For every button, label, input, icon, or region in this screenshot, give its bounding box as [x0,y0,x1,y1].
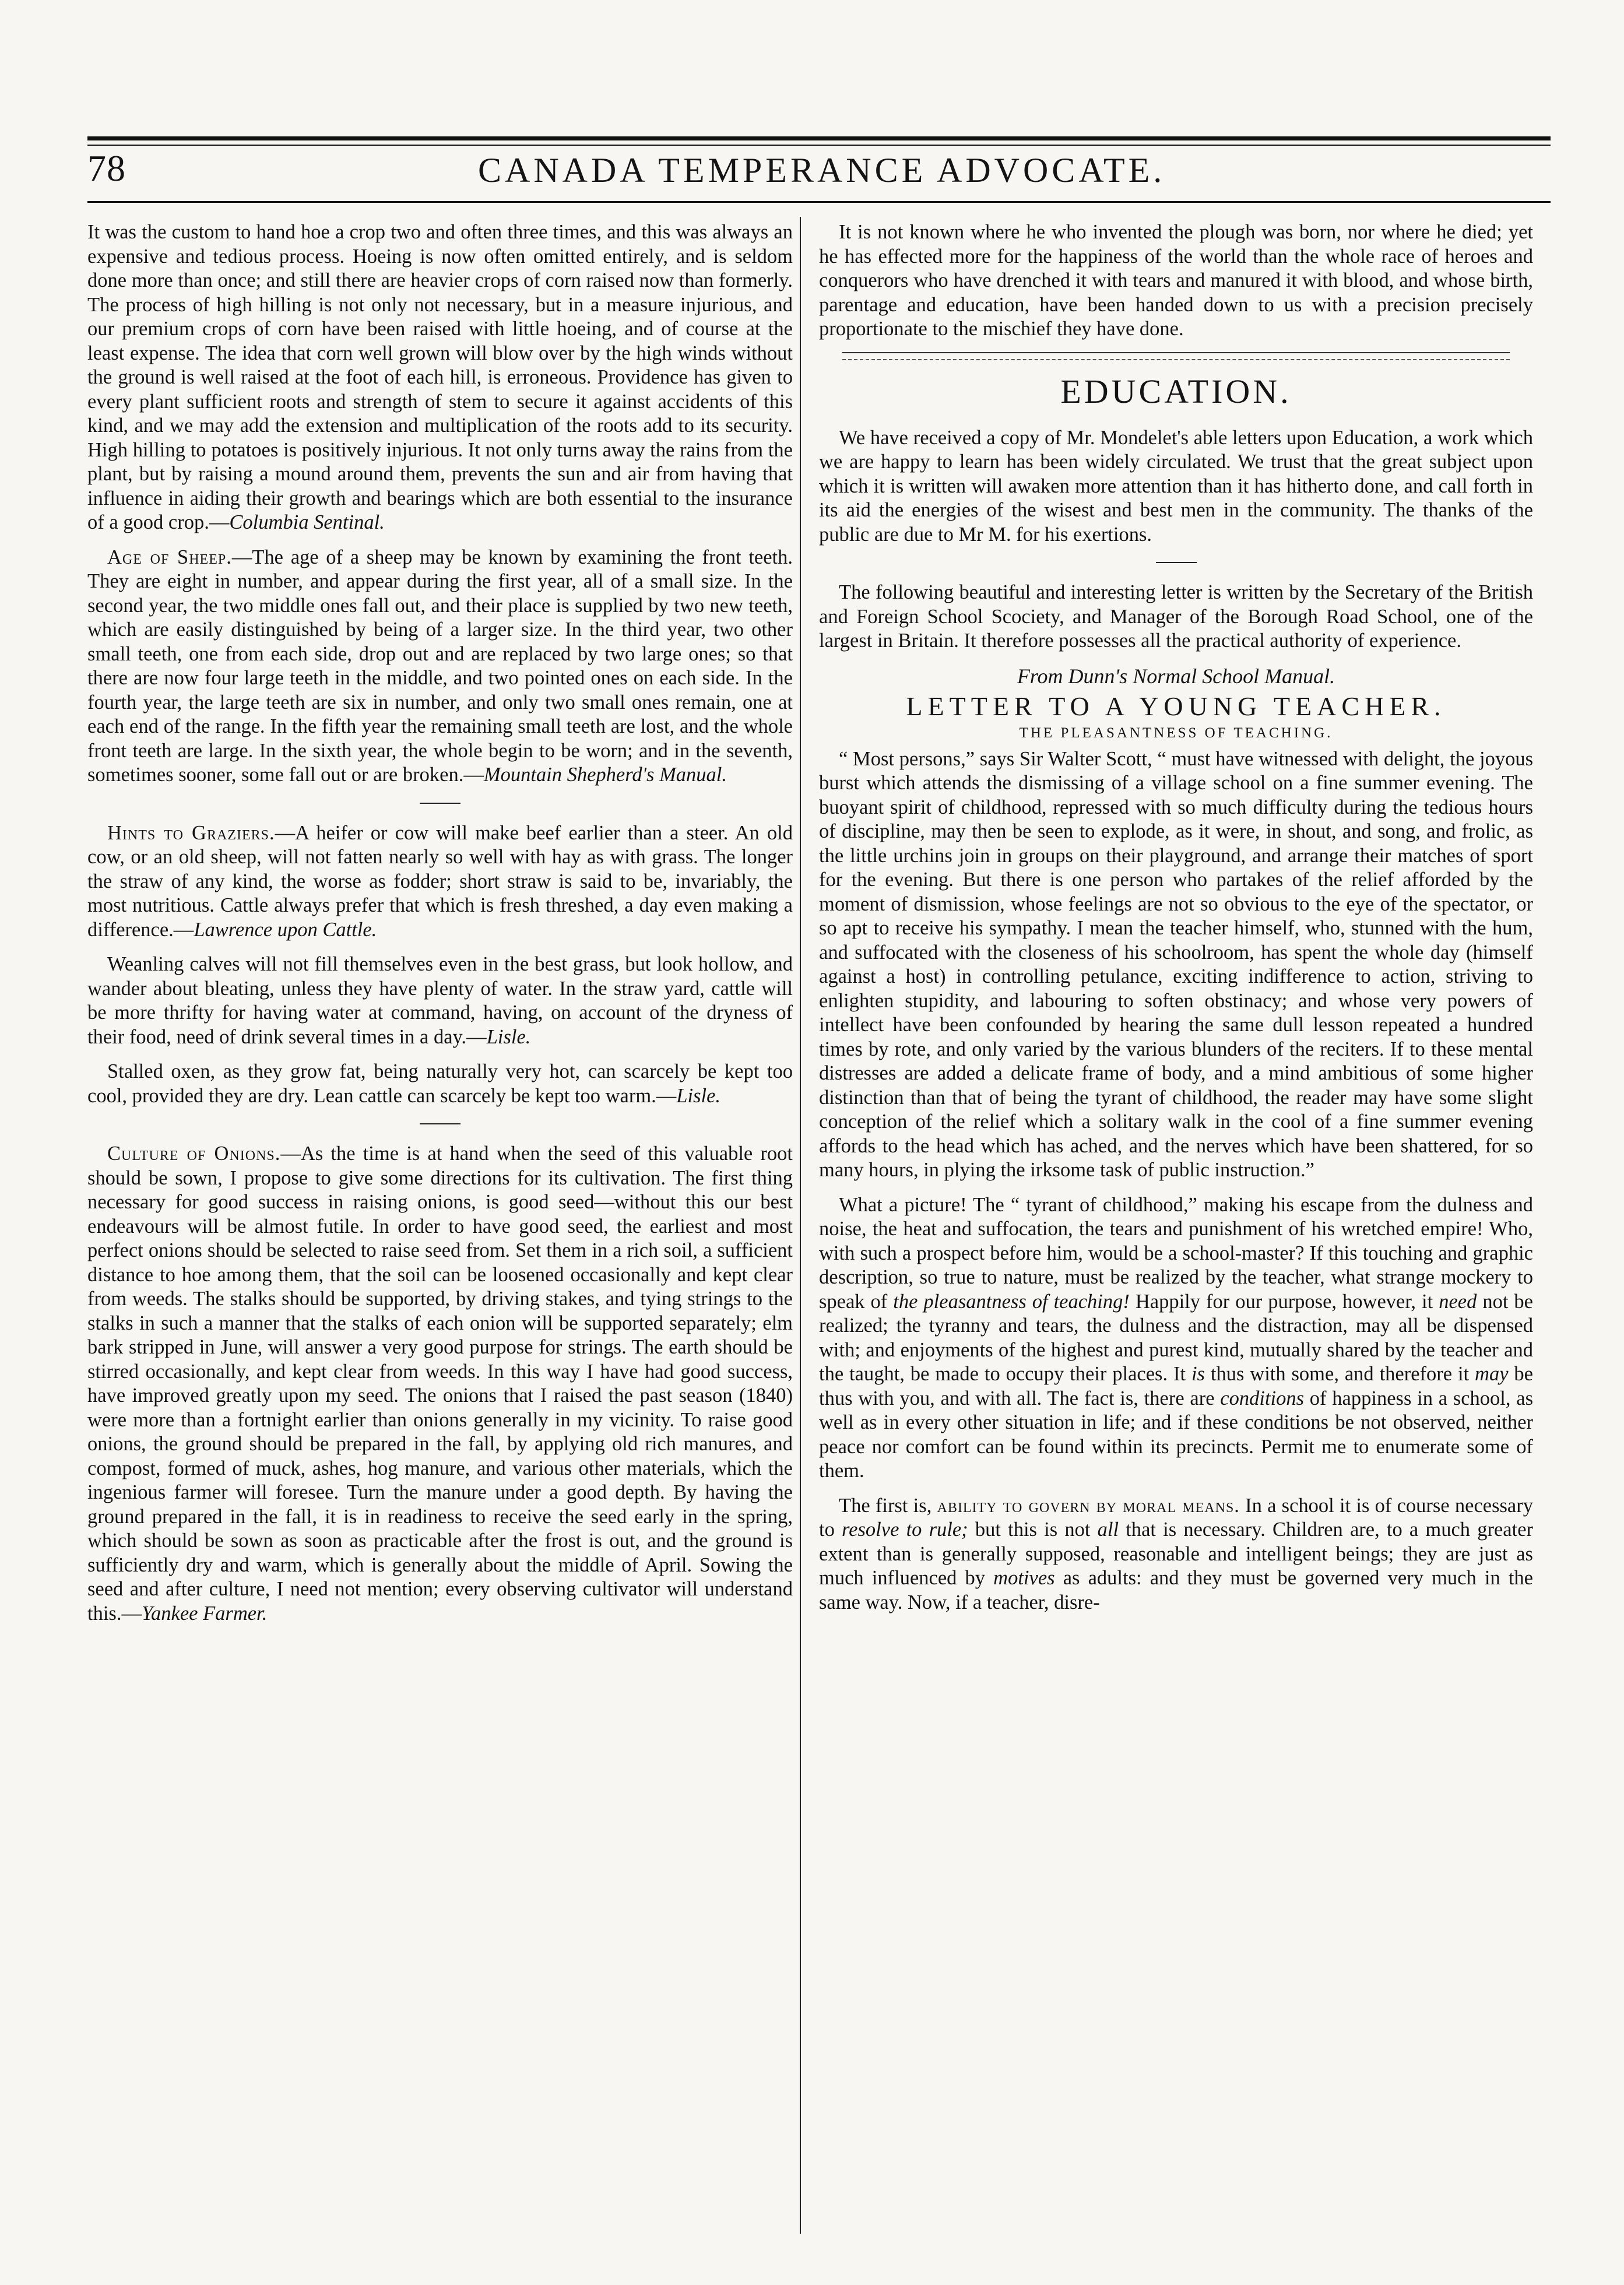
graziers-article-paragraph-3 [87,1060,793,1108]
letter-p2-text: What a picture! The “ tyrant of childhood,” making his escape from the dulness and noise, the heat and suffocation, the tears and punishment of his wretched empire! Who, with such a prospect before him, would be a school-master? If this touching and graphic description, so true to nature, must be realized by the teacher, what strange mockery to speak of [819,1193,1533,1313]
letter-paragraph-3 [819,1494,1533,1615]
letter-p2-text: of happiness in a school, as well as in every other situation in life; and if these conditions be not observed, neither peace nor comfort can be found within its precincts. Permit me to enumerate some of them. [819,1387,1534,1482]
letter-p2-emphasis: is [1191,1363,1205,1385]
article-separator [1156,562,1197,563]
graziers-article-p2-source: Lisle. [486,1025,531,1048]
masthead-title: CANADA TEMPERANCE ADVOCATE. [478,151,1166,189]
header-thick-rule [87,136,1551,140]
letter-p3-text: as adults: and they must be governed very much in the same way. Now, if a teacher, disre- [819,1567,1533,1613]
header-thin-rule [87,145,1551,146]
letter-p2-text: thus with some, and therefore it [1204,1363,1475,1385]
sheep-article [87,546,793,788]
column-divider [800,217,801,2234]
letter-p2-text: be thus with you, and with all. The fact is, there are [819,1363,1533,1409]
letter-paragraph-2 [819,1193,1533,1484]
graziers-article-p2: Weanling calves will not fill themselves even in the best grass, but look hollow, and wander about bleating, unless they have plenty of water. In the straw yard, cattle will be more thrifty for having water at command, having, on account of the dryness of their food, need of drink several times in a day.— [87,953,793,1048]
graziers-article-paragraph-2 [87,952,793,1049]
letter-p3-emphasis: resolve to rule; [842,1518,968,1541]
letter-p2-emphasis: the pleasantness of teaching! [893,1290,1130,1313]
letter-p2-emphasis: need [1439,1290,1477,1313]
corn-article-body: It was the custom to hand hoe a crop two and often three times, and this was always an expensive and tedious process. Hoeing is now often omitted entirely, and is seldom done more than once; and still there are heavier crops of corn raised now than formerly. The process of high hilling is not only not necessary, but in a measure injurious, and our premium crops of corn have been raised with little hoeing, and of course at the least expense. The idea that corn well grown will blow over by the high winds without the ground is well raised at the foot of each hill, is erroneous. Providence has given to every plant sufficient roots and strength of stem to secure it against accidents of this kind, and we may add the extension and multiplication of the roots add to its security. High hilling to potatoes is positively injurious. It not only turns away the rains from the plant, but by raising a mound around them, prevents the sun and air from having that influence in aiding their growth and bearings which are both essential to the insurance of a good crop.— [87,221,793,533]
graziers-article [87,821,793,943]
letter-title: LETTER TO A YOUNG TEACHER. [906,691,1446,721]
graziers-article-heading: Hints to Graziers. [107,821,275,844]
letter-source: From Dunn's Normal School Manual. [1017,664,1335,688]
page-number: 78 [87,147,126,189]
letter-p3-smallcaps: ability to govern by moral means. [937,1494,1240,1517]
corn-article [87,220,793,535]
onions-article [87,1142,793,1626]
letter-p3-text: The first is, [839,1494,937,1517]
letter-p3-text: that is necessary. Children are, to a much greater extent than is generally supposed, reasonable and intelligent beings; they are just as much influenced by [819,1518,1533,1589]
onions-article-body: —As the time is at hand when the seed of this valuable root should be sown, I propose to give some directions for its cultivation. The first thing necessary for good success in raising onions, is good seed—without this our best endeavours will be almost futile. In order to have good seed, the earliest and most perfect onions should be selected to raise seed from. Set them in a rich soil, a sufficient distance to hoe among them, that the soil can be loosened occasionally and kept clear from weeds. The stalks should be supported, by driving stakes, and tying strings to the stalks in such a manner that the stalks of each onion will be supported separately; elm bark stripped in June, will answer a very good purpose for strings. The earth should be stirred occasionally, and kept clear from weeds. In this way I have had good success, have improved greatly upon my seed. The onions that I raised the past season (1840) were more than a fortnight earlier than onions generally in my vicinity. To raise good onions, the ground should be prepared in the fall, by applying old rich manures, and compost, formed of muck, ashes, hog manure, and various other materials, which the ingenious farmer will foresee. Turn the manure under a good depth. By having the ground prepared in the fall, it is in readiness to receive the seed early in the spring, which should be sown as soon as practicable after the frost is out, and the ground is sufficiently dry and warm, which is generally about the middle of April. Sowing the seed and after culture, I need not mention; every observing cultivator will understand this.— [87,1142,793,1625]
letter-p2-text: not be realized; the tyranny and tears, the dulness and the distraction, may all be dispensed with; and enjoyments of the highest and purest kind, mutually shared by the teacher and the taught, be made to occupy their places. It [819,1290,1533,1385]
letter-p3-emphasis: motives [993,1567,1055,1589]
letter-p3-text: In a school it is of course necessary to [819,1494,1533,1541]
corn-article-source: Columbia Sentinal. [229,511,385,533]
letter-paragraph-1: “ Most persons,” says Sir Walter Scott, “ must have witnessed with delight, the joyous burst which attends the dismissing of a village school on a fine summer evening. The buoyant spirit of childhood, repressed with so much difficulty during the tedious hours of discipline, may then be seen to explode, as it were, in shout, and song, and frolic, as the little urchins join in groups on their playground, and arrange their matches of sport for the evening. But there is one person who partakes of the relief afforded by the moment of dismission, whose feelings are not so obvious to the eye of the spectator, or so apt to receive his sympathy. I mean the teacher himself, who, stunned with the hum, and suffocated with the closeness of his schoolroom, has spent the whole day (himself against a host) in controlling petulance, exciting indifference to action, striving to enlighten stupidity, and labouring to soften obstinacy; and whose very powers of intellect have been confounded by hearing the same dull lesson repeated a hundred times by rote, and only varied by the various blunders of the reciters. If to these mental distresses are added a delicate frame of body, and a mind ambitious of some higher distinction than that of being the tyrant of childhood, the reader may have some slight conception of the relief which a solitary walk in the cool of a fine summer evening affords to the head which has ached, and the nerves which have been shattered, for so many hours, in plying the irksome task of public instruction.” [819,747,1533,1181]
onions-article-source: Yankee Farmer. [141,1602,268,1625]
article-separator [420,803,461,804]
letter-p2-emphasis: conditions [1220,1387,1305,1409]
graziers-article-p1-source: Lawrence upon Cattle. [194,918,377,941]
mondelet-article: We have received a copy of Mr. Mondelet's able letters upon Education, a work which we are happy to learn has been widely circulated. We trust that the great subject upon which it is written will awaken more attention than it has hitherto done, and call forth in its aid the energies of the wisest and best men in the community. The thanks of the public are due to Mr M. for his exertions. [819,426,1533,546]
article-separator [420,1123,461,1124]
letter-p3-text: but this is not [968,1518,1098,1541]
sheep-article-heading: Age of Sheep. [107,546,232,568]
right-column [819,220,1533,1625]
onions-article-heading: Culture of Onions. [107,1142,281,1165]
left-column [87,220,793,1636]
sheep-article-source: Mountain Shepherd's Manual. [483,764,727,786]
letter-subtitle: THE PLEASANTNESS OF TEACHING. [1019,725,1333,741]
education-heading: EDUCATION. [1060,372,1292,410]
graziers-article-p3: Stalled oxen, as they grow fat, being naturally very hot, can scarcely be kept too cool, provided they are dry. Lean cattle can scarcely be kept too warm.— [87,1060,793,1107]
plough-article: It is not known where he who invented the plough was born, nor where he died; yet he has effected more for the happiness of the world than the whole race of heroes and conquerors who have drenched it with tears and manured it with blood, and whose birth, parentage and education, have been handed down to us with a precision precisely proportionate to the mischief they have done. [819,221,1533,340]
graziers-article-p1: —A heifer or cow will make beef earlier than a steer. An old cow, or an old sheep, will not fatten nearly so well with hay as with grass. The longer the straw of any kind, the worse as fodder; short straw is said to be, invariably, the most nutritious. Cattle always prefer that which is fresh threshed, a day even making a difference.— [87,821,793,941]
header-bottom-rule [87,201,1551,203]
letter-p3-emphasis: all [1097,1518,1119,1541]
section-rule [842,352,1510,360]
graziers-article-p3-source: Lisle. [676,1084,721,1107]
letter-intro-article: The following beautiful and interesting letter is written by the Secretary of the British and Foreign School Scociety, and Manager of the Borough Road School, one of the largest in Britain. It therefore possesses all the practical authority of experience. [819,581,1533,652]
letter-p2-emphasis: may [1475,1363,1509,1385]
sheep-article-body: —The age of a sheep may be known by examining the front teeth. They are eight in number, and appear during the first year, all of a small size. In the second year, the two middle ones fall out, and their place is supplied by two new teeth, which are easily distinguished by being of a larger size. In the third year, two other small teeth, one from each side, drop out and are replaced by two large ones; so that there are now four large teeth in the middle, and two pointed ones on each side. In the fourth year, the large teeth are six in number, and only two small ones remain, one at each end of the range. In the fifth year the remaining small teeth are lost, and the whole front teeth are large. In the sixth year, the whole begin to be worn; and in the seventh, sometimes sooner, some fall out or are broken.— [87,546,793,786]
letter-p2-text: Happily for our purpose, however, it [1129,1290,1439,1313]
